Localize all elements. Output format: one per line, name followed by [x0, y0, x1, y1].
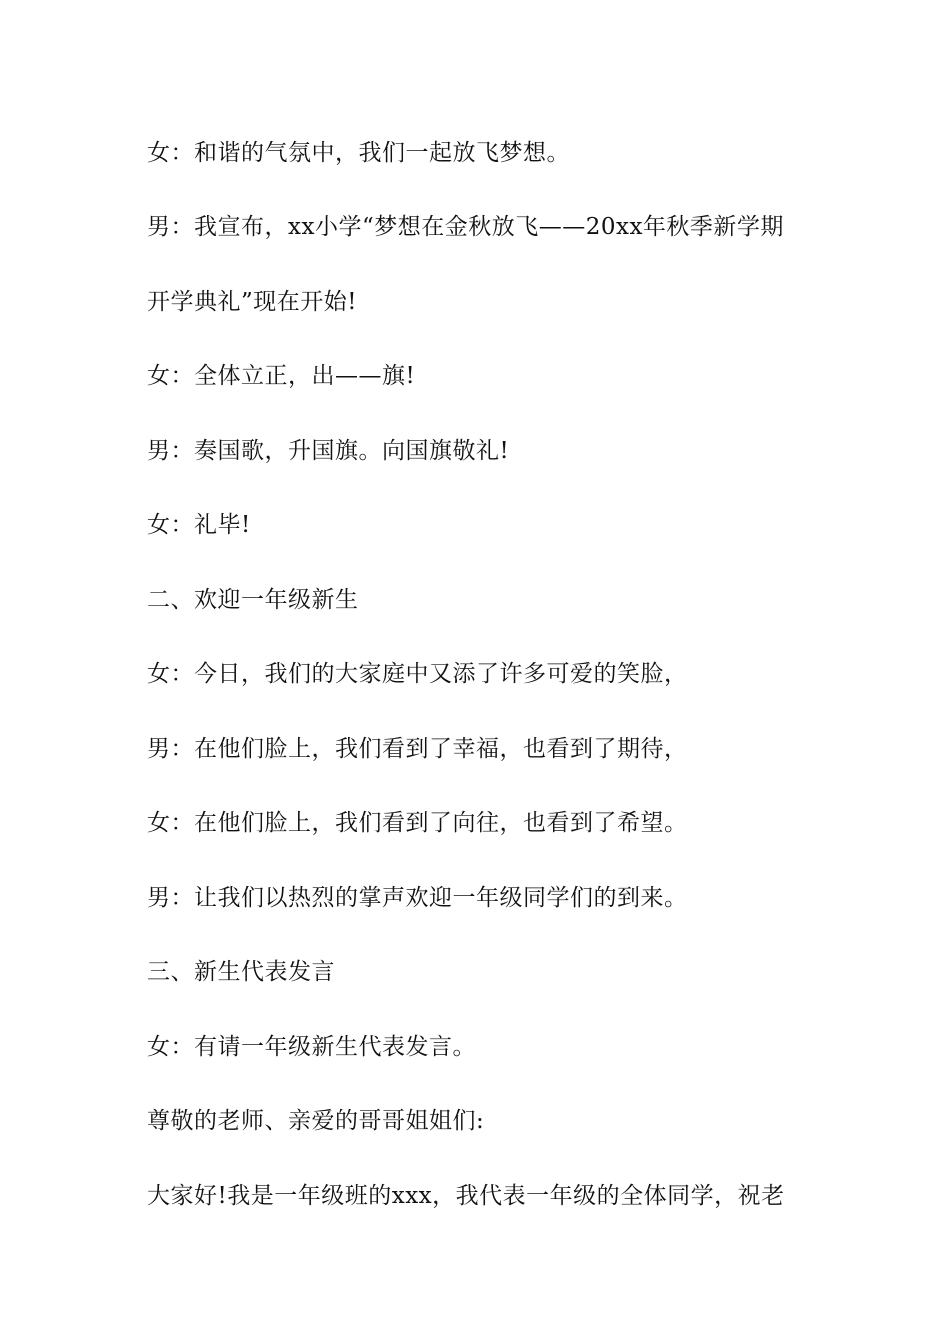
text-line: 女：在他们脸上，我们看到了向往，也看到了希望。	[147, 810, 688, 836]
text-line: 尊敬的老师、亲爱的哥哥姐姐们:	[147, 1108, 485, 1134]
text-line: 女：今日，我们的大家庭中又添了许多可爱的笑脸，	[147, 661, 688, 687]
text-line: 女：礼毕!	[147, 512, 251, 538]
text-line: 开学典礼”现在开始!	[147, 289, 358, 315]
section-heading: 三、新生代表发言	[147, 959, 335, 985]
text-line: 大家好!我是一年级班的xxx，我代表一年级的全体同学，祝老	[147, 1183, 785, 1209]
text-line: 女：全体立正，出——旗!	[147, 363, 416, 389]
text-line: 男：让我们以热烈的掌声欢迎一年级同学们的到来。	[147, 885, 688, 911]
text-line: 男：在他们脸上，我们看到了幸福，也看到了期待，	[147, 736, 688, 762]
text-line: 女：和谐的气氛中，我们一起放飞梦想。	[147, 140, 570, 166]
section-heading: 二、欢迎一年级新生	[147, 587, 359, 613]
text-line: 女：有请一年级新生代表发言。	[147, 1034, 476, 1060]
text-line: 男：奏国歌，升国旗。向国旗敬礼!	[147, 438, 510, 464]
text-line: 男：我宣布，xx小学“梦想在金秋放飞——20xx年秋季新学期	[147, 214, 784, 240]
